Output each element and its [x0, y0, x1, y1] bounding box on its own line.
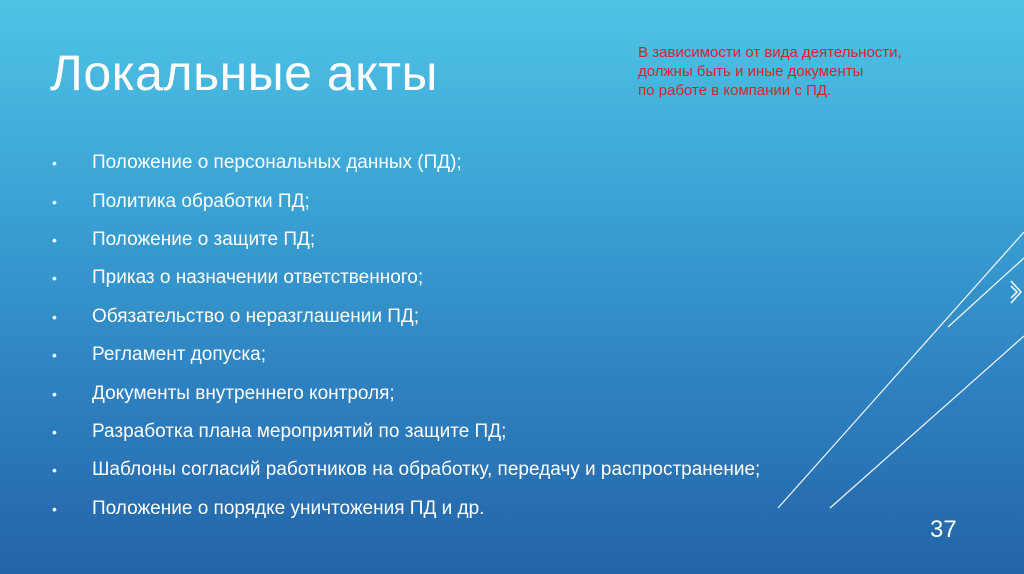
list-item-text: Положение о порядке уничтожения ПД и др.: [92, 497, 485, 519]
side-note-line: по работе в компании с ПД.: [638, 82, 832, 99]
list-item: [52, 451, 760, 489]
chevron-right-icon: [1010, 280, 1022, 304]
bullet-icon: •: [52, 462, 57, 479]
bullet-icon: •: [52, 308, 57, 325]
list-item-text: Регламент допуска;: [92, 344, 266, 366]
list-item: [52, 259, 760, 297]
bullet-icon: •: [52, 270, 57, 287]
bullet-icon: •: [52, 500, 57, 517]
list-item-text: Приказ о назначении ответственного;: [92, 267, 424, 289]
list-item-text: Политика обработки ПД;: [92, 190, 310, 212]
list-item: [52, 413, 760, 451]
list-item-text: Положение о персональных данных (ПД);: [92, 152, 462, 174]
list-item: [52, 221, 760, 259]
list-item-text: Положение о защите ПД;: [92, 228, 316, 250]
bullet-icon: •: [52, 231, 57, 248]
list-item: [52, 182, 760, 220]
side-note-line: В зависимости от вида деятельности,: [638, 44, 902, 61]
slide-title: Локальные акты: [50, 45, 438, 101]
page-number: 37: [930, 516, 957, 543]
list-item-text: Разработка плана мероприятий по защите ПД;: [92, 420, 507, 442]
bullet-icon: •: [52, 347, 57, 364]
side-note-line: должны быть и иные документы: [638, 63, 864, 80]
list-item: [52, 374, 760, 412]
list-item: [52, 298, 760, 336]
list-item: [52, 336, 760, 374]
list-item-text: Документы внутреннего контроля;: [92, 382, 395, 404]
bullet-icon: •: [52, 423, 57, 440]
side-note: [638, 43, 1018, 100]
list-item: [52, 490, 760, 528]
bullet-icon: •: [52, 155, 57, 172]
list-item-text: Обязательство о неразглашении ПД;: [92, 305, 420, 327]
decorative-line: [830, 336, 1024, 508]
decorative-line: [778, 232, 1024, 508]
bullet-icon: •: [52, 193, 57, 210]
bullet-icon: •: [52, 385, 57, 402]
list-item-text: Шаблоны согласий работников на обработку, передачу и распространение;: [92, 459, 761, 481]
list-item: [52, 144, 760, 182]
bullet-list: [52, 144, 760, 528]
